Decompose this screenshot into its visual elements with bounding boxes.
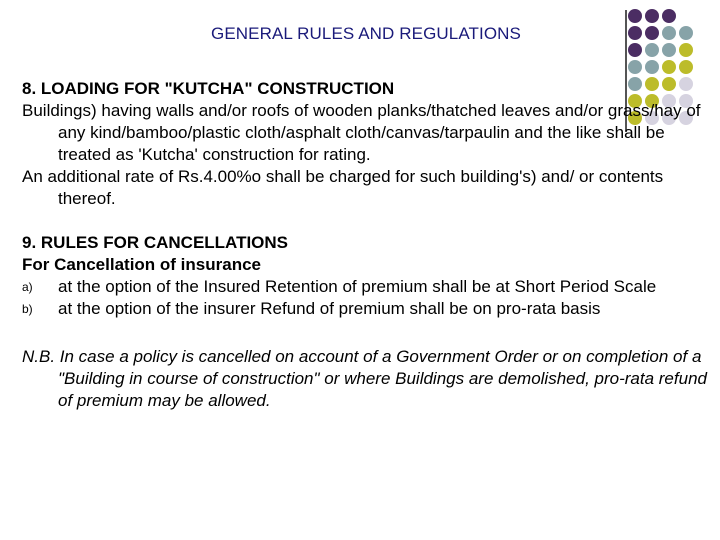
- decorative-dot: [662, 60, 676, 74]
- decorative-dot: [628, 43, 642, 57]
- decorative-dot: [628, 60, 642, 74]
- decorative-dot: [645, 43, 659, 57]
- section-8-paragraph-2: An additional rate of Rs.4.00%o shall be charged for such building's) and/ or contents thereof.: [22, 167, 664, 208]
- list-item: [22, 298, 712, 320]
- section-8-heading: 8. LOADING FOR "KUTCHA" CONSTRUCTION: [22, 79, 395, 98]
- list-item: [22, 276, 712, 298]
- decorative-dot: [679, 43, 693, 57]
- decorative-dot: [662, 9, 676, 23]
- section-8-paragraph-1: Buildings) having walls and/or roofs of wooden planks/thatched leaves and/or grass/hay of any kind/bamboo/plastic cloth/asphalt cloth/canvas/tarpaulin and the like shall be treated as 'Kutcha' construction for rating.: [22, 101, 701, 164]
- decorative-dot: [679, 60, 693, 74]
- nb-note: N.B. In case a policy is cancelled on account of a Government Order or on completion of a "Building in course of construction" or where Buildings are demolished, pro-rata refund of premium may be allowed.: [22, 347, 707, 410]
- list-item-text: at the option of the Insured Retention of premium shall be at Short Period Scale: [58, 277, 657, 296]
- decorative-dot: [662, 43, 676, 57]
- decorative-dot: [645, 60, 659, 74]
- page-title: GENERAL RULES AND REGULATIONS: [211, 24, 521, 43]
- decorative-dot: [645, 9, 659, 23]
- section-9-heading: 9. RULES FOR CANCELLATIONS: [22, 233, 289, 252]
- decorative-dot: [628, 9, 642, 23]
- list-marker: a): [22, 280, 33, 294]
- document-body: [0, 78, 712, 412]
- section-9-subheading: For Cancellation of insurance: [22, 255, 261, 274]
- list-marker: b): [22, 302, 33, 316]
- list-item-text: at the option of the insurer Refund of premium shall be on pro-rata basis: [58, 299, 601, 318]
